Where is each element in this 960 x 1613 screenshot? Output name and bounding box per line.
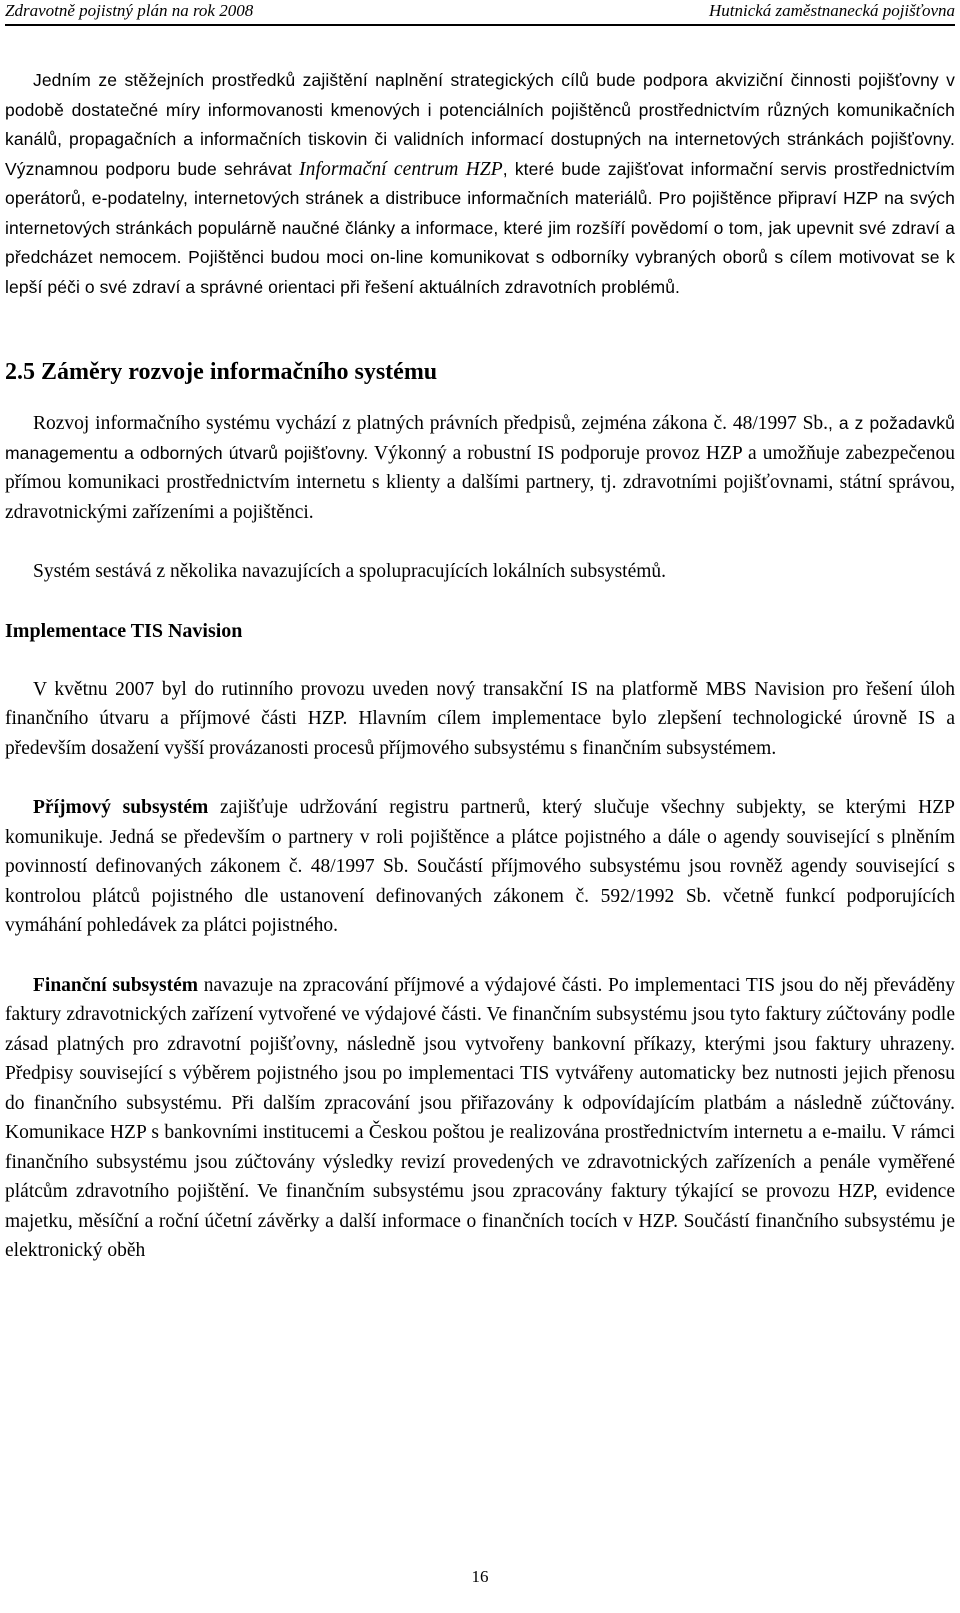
paragraph-text: Jedním ze stěžejních prostředků zajištění naplnění strategických cílů bude podpora akviziční činnosti pojišťovny v podobě dostatečné míry informovanosti kmenových i potenciálních pojištěnců prostřednictvím různých komunikačních kanálů, propagačních a informačních tiskovin či validních informací dostupných na internetových stránkách pojišťovny. Významnou podporu bude sehrávat [5,70,955,179]
paragraph-prijmovy-subsystem [5,793,955,941]
paragraph-rozvoj-is [5,409,955,527]
section-heading: 2.5 Záměry rozvoje informačního systému [5,359,438,385]
term-financni-subsystem: Finanční subsystém [33,974,198,996]
paragraph-text: , které bude zajišťovat informační servis prostřednictvím operátorů, e-podatelny, internetových stránek a distribuce informačních materiálů. Pro pojištěnce připraví HZP na svých internetových stránkách populárně naučné články a informace, které jim rozšíří povědomí o tom, jak upevnit své zdraví a předcházet nemocem. Pojištěnci budou moci on-line komunikovat s odborníky vybraných oborů s cílem motivovat se k lepší péči o své zdraví a správné orientaci při řešení aktuálních zdravotních problémů. [5,158,955,297]
paragraph-text: Výkonný a robustní IS podporuje provoz HZP a umožňuje zabezpečenou přímou komunikaci prostřednictvím internetu s klienty a dalšími partnery, tj. zdravotními pojišťovnami, státní správou, zdravotnickými zařízeními a pojištěnci. [5,442,955,523]
paragraph-text: navazuje na zpracování příjmové a výdajové části. Po implementaci TIS jsou do něj převáděny faktury zdravotnických zařízení vytvořené ve výdajové části. Ve finančním subsystému jsou tyto faktury zúčtovány podle zásad platných pro zdravotní pojišťovny, následně jsou vytvořeny bankovní příkazy, kterými jsou faktury uhrazeny. Předpisy související s výběrem pojistného jsou po implementaci TIS vytvářeny automaticky bez nutnosti jejich přenosu do finančního subsystému. Při dalším zpracování jsou přiřazovány k odpovídajícím platbám a následně zúčtovány. Komunikace HZP s bankovními institucemi a Českou poštou je realizována prostřednictvím internetu a e-mailu. V rámci finančního subsystému jsou zúčtovány výsledky revizí provedených ve zdravotnických zařízeních a penále vyměřené plátcům zdravotního pojištění. Ve finančním subsystému jsou zpracovány faktury týkající se provozu HZP, evidence majetku, měsíční a roční účetní závěrky a další informace o finančních tocích v HZP. Součástí finančního subsystému je elektronický oběh [5,974,955,1261]
page-number: 16 [471,1567,489,1586]
subsection-heading: Implementace TIS Navision [5,619,243,642]
header-organization: Hutnická zaměstnanecká pojišťovna [708,1,955,20]
paragraph-subsystemy: Systém sestává z několika navazujících a spolupracujících lokálních subsystémů. [33,561,667,582]
paragraph-text: , a z požadavků managementu a odborných útvarů pojišťovny. [5,413,955,463]
paragraph-text: Rozvoj informačního systému vychází z platných právních předpisů, zejména zákona č. 48/1997 Sb. [33,413,829,434]
paragraph-implementace: V květnu 2007 byl do rutinního provozu uveden nový transakční IS na platformě MBS Navision pro řešení úloh finančního útvaru a příjmové části HZP. Hlavním cílem implementace bylo zlepšení technologické úrovně IS a především dosažení vyšší provázanosti procesů příjmového subsystému s finančním subsystémem. [5,678,955,759]
paragraph-akvizice [5,66,955,302]
information-center-name: Informační centrum HZP [299,158,503,180]
term-prijmovy-subsystem: Příjmový subsystém [33,797,209,818]
paragraph-financni-subsystem [5,971,955,1266]
header-document-title: Zdravotně pojistný plán na rok 2008 [5,1,254,20]
page-header [5,0,955,26]
paragraph-text: zajišťuje udržování registru partnerů, který slučuje všechny subjekty, se kterými HZP komunikuje. Jedná se především o partnery v roli pojištěnce a plátce pojistného a dále o agendy související s plněním povinností definovaných zákonem č. 48/1997 Sb. Součástí příjmového subsystému jsou rovněž agendy související s kontrolou plátců pojistného dle ustanovení definovaných zákonem č. 592/1992 Sb. včetně funkcí podporujících vymáhání pohledávek za plátci pojistného. [5,797,955,936]
page-content [5,60,955,1266]
